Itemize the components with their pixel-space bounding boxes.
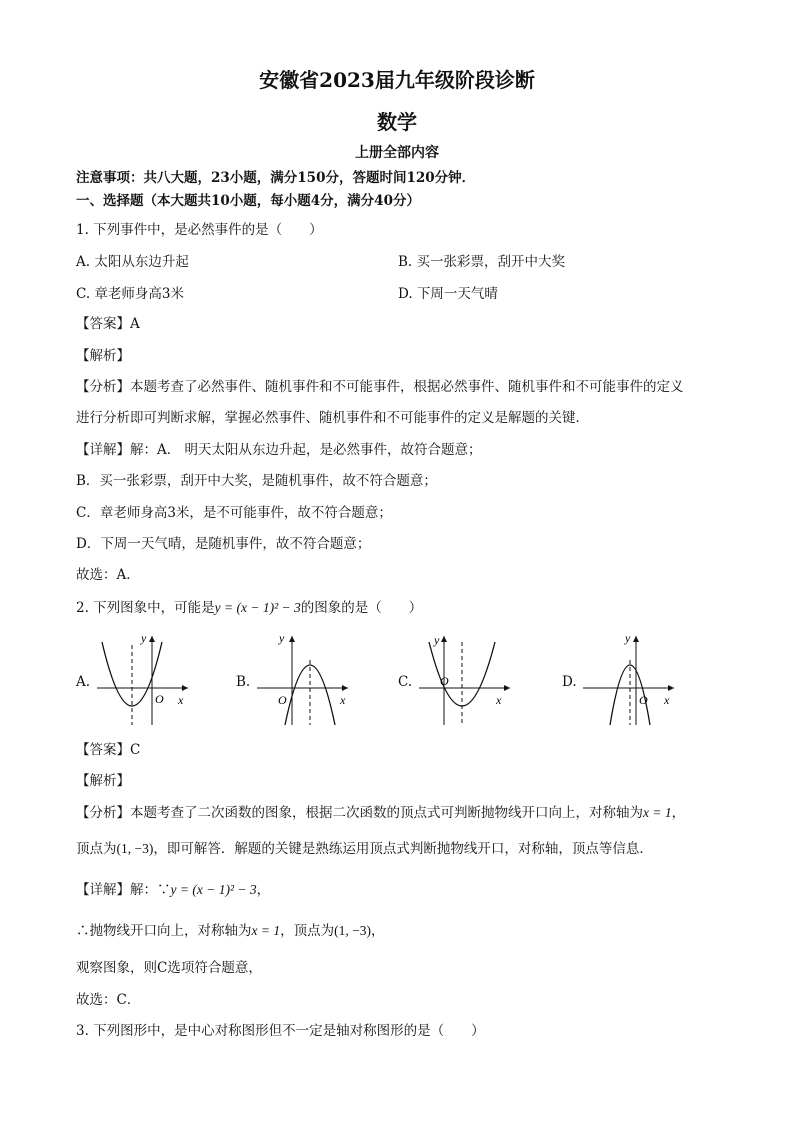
- q2-detail-line2: [76, 921, 384, 941]
- q2-graph-a: [92, 630, 222, 730]
- q2-analysis2-prefix: 顶点为: [76, 841, 117, 857]
- scope-subtitle: 上册全部内容: [355, 145, 439, 161]
- q1-choose: 故选：A．: [76, 567, 140, 583]
- q2-detail1-suffix: ，: [256, 882, 271, 898]
- q2-a-origin-label: O: [155, 692, 164, 706]
- q2-choose: 故选：C．: [76, 992, 141, 1008]
- q2-d-y-label: y: [625, 631, 631, 645]
- q3-stem: 3. 下列图形中，是中心对称图形但不一定是轴对称图形的是（ ）: [76, 1023, 485, 1039]
- q2-detail2-mid: ，顶点为: [280, 923, 335, 939]
- q2-graph-d: [578, 630, 708, 730]
- q1-option-c: C. 章老师身高3米: [76, 286, 185, 302]
- q2-a-x-label: x: [178, 693, 184, 707]
- q2-b-origin-label: O: [278, 693, 287, 707]
- notice: 注意事项：共八大题，23小题，满分150分，答题时间120分钟．: [76, 170, 476, 186]
- q2-label-d: D.: [562, 674, 577, 690]
- q2-stem-suffix: 的图象的是（ ）: [300, 600, 423, 616]
- q1-option-b: B. 买一张彩票，刮开中大奖: [398, 254, 566, 270]
- q2-detail-line1: [76, 880, 270, 900]
- q1-option-d: D. 下周一天气晴: [398, 286, 498, 302]
- section-heading: 一、选择题（本大题共10小题，每小题4分，满分40分）: [76, 193, 420, 209]
- q2-c-x-label: x: [496, 693, 502, 707]
- q2-graph-c: [414, 630, 544, 730]
- q2-b-y-label: y: [279, 631, 285, 645]
- q2-label-b: B.: [236, 674, 251, 690]
- q2-analysis1-prefix: 【分析】本题考查了二次函数的图象，根据二次函数的顶点式可判断抛物线开口向上，对称轴为: [76, 805, 643, 821]
- q2-label-c: C.: [398, 674, 413, 690]
- q2-stem: [76, 598, 422, 618]
- q2-analysis2-formula: (1, −3): [116, 841, 154, 856]
- q2-analysis-line2: [76, 839, 653, 859]
- q1-analysis-heading: 【解析】: [76, 348, 130, 364]
- q2-b-x-label: x: [340, 693, 346, 707]
- q1-detail-a: 【详解】解：A． 明天太阳从东边升起，是必然事件，故符合题意；: [76, 442, 482, 458]
- doc-title: 安徽省2023届九年级阶段诊断: [259, 68, 535, 92]
- q2-detail-line3: 观察图象，则C选项符合题意，: [76, 960, 262, 976]
- q2-answer: 【答案】C: [76, 742, 141, 758]
- q2-analysis2-suffix: ，即可解答．解题的关键是熟练运用顶点式判断抛物线开口，对称轴，顶点等信息．: [153, 841, 653, 857]
- q2-a-y-label: y: [141, 631, 147, 645]
- q2-detail2-prefix: ∴抛物线开口向上，对称轴为: [76, 923, 252, 939]
- q1-detail-b: B．买一张彩票，刮开中大奖，是随机事件，故不符合题意；: [76, 473, 437, 489]
- q2-analysis1-formula: x = 1: [643, 805, 672, 820]
- q2-d-origin-label: O: [639, 693, 648, 707]
- q2-label-a: A.: [76, 674, 91, 690]
- q2-detail2-suffix: ，: [370, 923, 385, 939]
- q1-analysis-line2: 进行分析即可判断求解，掌握必然事件、随机事件和不可能事件的定义是解题的关键．: [76, 410, 589, 426]
- q1-detail-d: D．下周一天气晴，是随机事件，故不符合题意；: [76, 536, 371, 552]
- q2-stem-prefix: 2. 下列图象中，可能是: [76, 600, 215, 616]
- q1-stem: 1. 下列事件中，是必然事件的是（ ）: [76, 222, 323, 238]
- q2-c-y-label: y: [434, 633, 440, 647]
- q2-detail1-prefix: 【详解】解：∵: [76, 882, 171, 898]
- q2-analysis1-suffix: ，: [671, 805, 686, 821]
- q2-graph-b: [252, 630, 382, 730]
- q2-stem-formula: y = (x − 1)² − 3: [214, 600, 301, 615]
- subject-title: 数学: [377, 110, 417, 134]
- q1-answer: 【答案】A: [76, 316, 140, 332]
- q2-detail2-formula1: x = 1: [251, 923, 281, 938]
- q2-detail1-formula: y = (x − 1)² − 3: [170, 882, 257, 897]
- q2-analysis-line1: [76, 803, 685, 823]
- q2-analysis-heading: 【解析】: [76, 773, 130, 789]
- q1-detail-c: C．章老师身高3米，是不可能事件，故不符合题意；: [76, 505, 392, 521]
- q2-detail2-formula2: (1, −3): [334, 923, 371, 938]
- q2-c-origin-label: O: [440, 674, 449, 688]
- q2-d-x-label: x: [664, 693, 670, 707]
- q1-analysis-line1: 【分析】本题考查了必然事件、随机事件和不可能事件，根据必然事件、随机事件和不可能事件的定义: [76, 379, 684, 395]
- q1-option-a: A. 太阳从东边升起: [76, 254, 189, 270]
